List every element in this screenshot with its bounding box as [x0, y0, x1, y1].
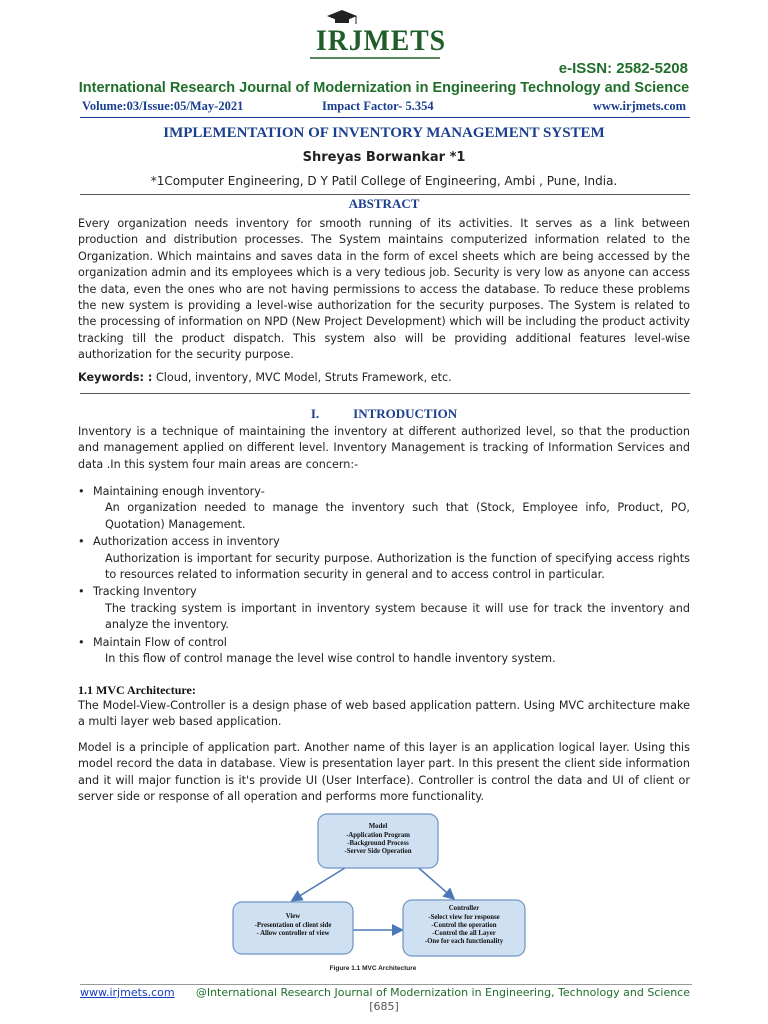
- list-item-desc: An organization needed to manage the inventory such that (Stock, Employee info, Product, PO, Quotation) Management.: [105, 501, 690, 531]
- impact-factor: Impact Factor- 5.354: [322, 99, 434, 113]
- view-line: -Presentation of client side: [254, 922, 332, 929]
- divider: [80, 194, 690, 195]
- journal-name: International Research Journal of Modernization in Engineering Technology and Science: [78, 80, 690, 96]
- divider: [80, 393, 690, 394]
- mvc-architecture-figure: [213, 808, 558, 978]
- footer-copyright: @International Research Journal of Modernization in Engineering, Technology and Science: [195, 986, 690, 999]
- view-line: - Allow controller of view: [256, 930, 330, 937]
- model-line: -Server Side Operation: [344, 848, 412, 855]
- list-item: [78, 484, 690, 533]
- header-divider: [80, 117, 690, 118]
- journal-logo: [290, 6, 460, 68]
- page-number: [685]: [369, 1000, 399, 1013]
- svg-text:IRJMETS: IRJMETS: [316, 24, 446, 57]
- keywords: [78, 370, 690, 386]
- graduation-cap-icon: [327, 10, 357, 24]
- mvc-paragraph-2: Model is a principle of application part. Another name of this layer is an application logical layer. Using this model record the data in database. View is presentation layer part. In this present the client side information and it will major function is it's provide UI (User Interface). Controller is control the data and UI of client or server side or response of all operation and performs more functionality.: [78, 741, 690, 804]
- paper-title: IMPLEMENTATION OF INVENTORY MANAGEMENT SYSTEM: [163, 125, 605, 141]
- list-item-desc: Authorization is important for security purpose. Authorization is the function of specifying access rights to resources related to information security in general and to access control in particular.: [105, 551, 690, 582]
- list-item: [78, 584, 690, 633]
- list-item-title: • Maintaining enough inventory-: [78, 484, 690, 500]
- list-item-title: • Authorization access in inventory: [78, 534, 690, 550]
- list-item-title: • Maintain Flow of control: [78, 635, 690, 651]
- list-item-desc: The tracking system is important in inventory system because it will use for track the inventory and analyze the inventory.: [105, 601, 690, 632]
- abstract-heading: ABSTRACT: [348, 196, 420, 211]
- footer-website-link[interactable]: www.irjmets.com: [80, 986, 175, 999]
- figure-caption: Figure 1.1 MVC Architecture: [329, 965, 417, 972]
- controller-line: -One for each functionality: [424, 938, 504, 945]
- list-item-desc: In this flow of control manage the level wise control to handle inventory system.: [105, 652, 556, 666]
- journal-website[interactable]: www.irjmets.com: [592, 99, 686, 113]
- issn: e-ISSN: 2582-5208: [558, 60, 688, 77]
- controller-line: -Control the all Layer: [432, 930, 496, 937]
- introduction-heading: [0, 406, 768, 422]
- introduction-text: Inventory is a technique of maintaining the inventory at different authorized level, so that the production and management applied on different level. Inventory Management is tracking of Information Services and data .In this system four main areas are concern:-: [78, 425, 690, 471]
- model-title: Model: [368, 823, 388, 830]
- mvc-paragraph-1: The Model-View-Controller is a design phase of web based application pattern. Using MVC architecture make a multi layer web based application.: [78, 699, 690, 729]
- footer-divider: [80, 984, 692, 985]
- list-item-title: • Tracking Inventory: [78, 584, 690, 600]
- controller-line: -Control the operation: [431, 922, 497, 929]
- affiliation: *1Computer Engineering, D Y Patil College of Engineering, Ambi , Pune, India.: [150, 174, 618, 188]
- model-line: -Background Process: [347, 840, 409, 847]
- model-line: -Application Program: [346, 832, 410, 839]
- section-number: I.: [310, 406, 320, 421]
- subsection-heading: 1.1 MVC Architecture:: [78, 683, 196, 697]
- list-item: [78, 534, 690, 583]
- concern-list: [78, 484, 690, 668]
- volume-issue: Volume:03/Issue:05/May-2021: [82, 99, 244, 113]
- view-title: View: [285, 913, 301, 920]
- keywords-label: Keywords: :: [78, 371, 153, 384]
- author: Shreyas Borwankar *1: [302, 150, 466, 165]
- section-title: INTRODUCTION: [353, 406, 458, 421]
- abstract-text: Every organization needs inventory for smooth running of its activities. It serves as a link between production and distribution processes. The System maintains computerized information related to the Organization. Which maintains and saves data in the form of excel sheets which are being accessed by the organization admin and its employees which is a very tedious job. Security is very low as anyone can access the data, even the ones who are not having permissions to access the database. To reduce these problems the new system is providing a level-wise authorization for the security purposes. The System is related to the processing of information on NPD (New Project Development) which will be including the product activity tracking till the product dispatch. This system also will be providing additional features level-wise authorization for the security purpose.: [78, 217, 690, 362]
- controller-title: Controller: [448, 905, 480, 912]
- keywords-list: Cloud, inventory, MVC Model, Struts Framework, etc.: [152, 371, 452, 384]
- list-item: [78, 635, 690, 668]
- controller-line: -Select view for response: [428, 914, 500, 921]
